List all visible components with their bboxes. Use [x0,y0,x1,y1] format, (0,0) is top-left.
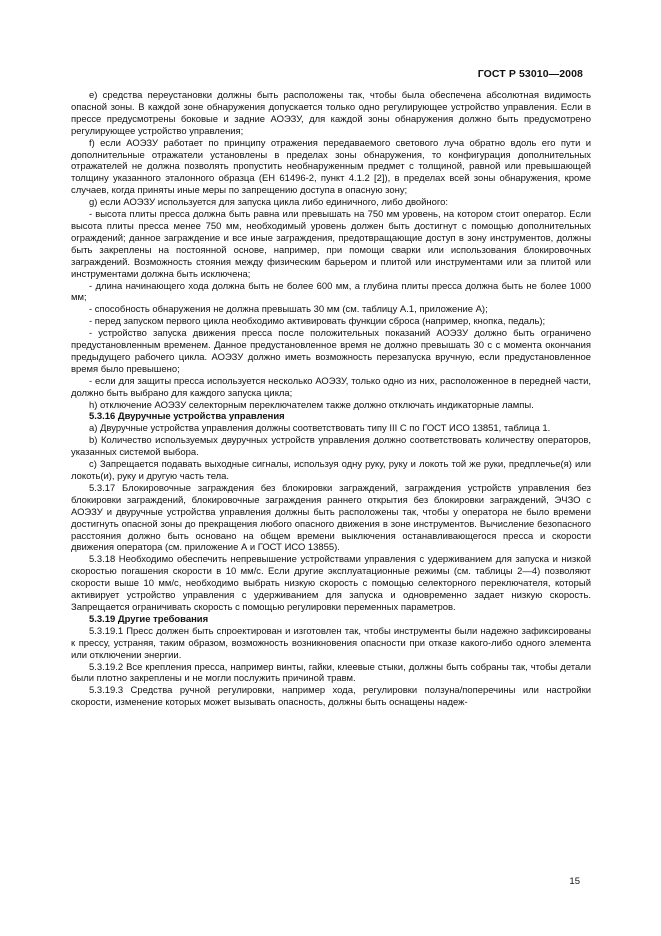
item-g-bullet-1: - высота плиты пресса должна быть равна или превышать на 750 мм уровень, на котором стоит оператор. Если высота плиты пресса менее 750 мм, необходимый уровень должен быть достигнут с помощью дополнительных ограждений; данное заграждение и все иные заграждения, предотвращающие доступ в зону инструментов, должны быть закреплены на постоянной основе, например, при помощи сварки или использования блокировочных заграждений. Возможность стояния между физическим барьером и плитой или инструментами или за плитой или инструментами должна быть исключена; [71,209,591,280]
section-5-3-16-item-a: a) Двуручные устройства управления должны соответствовать типу III С по ГОСТ ИСО 13851, таблица 1. [89,423,551,435]
item-g-bullet-5: - устройство запуска движения пресса после положительных показаний АОЭЗУ должно быть ограничено предустановленным временем. Данное предустановленное время не должно превышать 30 с с момента окончания предыдущего рабочего цикла. АОЭЗУ должно иметь возможность перезапуска вручную, если предустановленное время было превышено; [71,328,591,375]
item-f: f) если АОЭЗУ работает по принципу отражения передаваемого светового луча обратно вдоль его пути и дополнительные отражатели установлены в пределах зоны обнаружения, то конфигурация дополнительных отражателей не должна позволять пропустить необнаруженным предмет с толщиной, равной или превышающей толщину указанного эталонного образца (ЕН 61496-2, пункт 4.1.2 [2]), в пределах всей зоны обнаружения, кроме случаев, когда приняты иные меры по запрещению доступа в опасную зону; [71,137,591,197]
paragraph-5-3-19-2: 5.3.19.2 Все крепления пресса, например винты, гайки, клеевые стыки, должны быть собраны так, чтобы детали были плотно закреплены и не могли послужить причиной травм. [71,661,591,685]
section-heading-5-3-19: 5.3.19 Другие требования [89,613,209,625]
item-e: е) средства переустановки должны быть расположены так, чтобы была обеспечена абсолютная видимость опасной зоны. В каждой зоне обнаружения допускается только одно регулирующее устройство управления. Если в прессе предусмотрены боковые и задние АОЭЗУ, для каждой зоны обнаружения должно быть предусмотрено регулирующее устройство управления; [71,90,591,137]
section-heading-5-3-16: 5.3.16 Двуручные устройства управления [89,411,285,423]
document-header: ГОСТ Р 53010—2008 [477,68,583,80]
item-g: g) если АОЭЗУ используется для запуска цикла либо единичного, либо двойного: [89,197,448,209]
item-g-bullet-2: - длина начинающего хода должна быть не более 600 мм, а глубина плиты пресса должна быть не более 1000 мм; [71,280,591,304]
paragraph-5-3-19-1: 5.3.19.1 Пресс должен быть спроектирован и изготовлен так, чтобы инструменты были надежно зафиксированы к прессу, устраняя, таким образом, возможность возникновения опасности при отказе какого-либо одного элемента или отключении энергии. [71,625,591,661]
section-5-3-16-item-c: c) Запрещается подавать выходные сигналы, используя одну руку, руку и локоть той же руки, предплечье(я) или локоть(и), руку и другую часть тела. [71,459,591,482]
item-g-bullet-4: - перед запуском первого цикла необходимо активировать функции сброса (например, кнопка, педаль); [89,316,546,328]
paragraph-5-3-19-3: 5.3.19.3 Средства ручной регулировки, например хода, регулировки ползуна/поперечины или настройки скорости, изменение которых может вызывать опасность, должны быть оснащены надеж- [71,685,591,709]
paragraph-5-3-18: 5.3.18 Необходимо обеспечить непревышение устройствами управления с удерживанием для запуска и низкой скоростью погашения скорости в 10 мм/с. Если другие эксплуатационные режимы (см. таблицы 2—4) позволяют скорости выше 10 мм/с, необходимо выбрать низкую скорость с помощью селекторного переключателя, который активирует устройство управления с удерживанием для запуска и одновременно задает низкую скорость. Запрещается ограничивать скорость с помощью регулировки переменных параметров. [71,554,591,613]
section-5-3-16-item-b: b) Количество используемых двуручных устройств управления должно соответствовать количеству операторов, указанных системой выбора. [71,435,591,459]
item-h: h) отключение АОЭЗУ селекторным переключателем также должно отключать индикаторные лампы. [89,399,534,411]
page-content [71,90,591,709]
paragraph-5-3-17: 5.3.17 Блокировочные заграждения без блокировки заграждений, заграждения устройств управления без блокировки заграждений, блокировочные заграждения раннего открытия без блокировки заграждений, ЭЧЗО с АОЭЗУ и двуручные устройства управления должны быть расположены так, чтобы у оператора не было времени достигнуть опасной зоны до прекращения любого опасного движения в зоне инструментов. Вычисление безопасного расстояния должно быть основано на общем времени выключения останавливающегося пресса и скорости движения оператора (см. приложение А и ГОСТ ИСО 13855). [71,482,591,554]
page-number: 15 [569,876,580,887]
item-g-bullet-6: - если для защиты пресса используется несколько АОЭЗУ, только одно из них, расположенное в передней части, должно быть выбрано для каждого запуска цикла; [71,375,591,399]
item-g-bullet-3: - способность обнаружения не должна превышать 30 мм (см. таблицу А.1, приложение А); [89,304,488,316]
